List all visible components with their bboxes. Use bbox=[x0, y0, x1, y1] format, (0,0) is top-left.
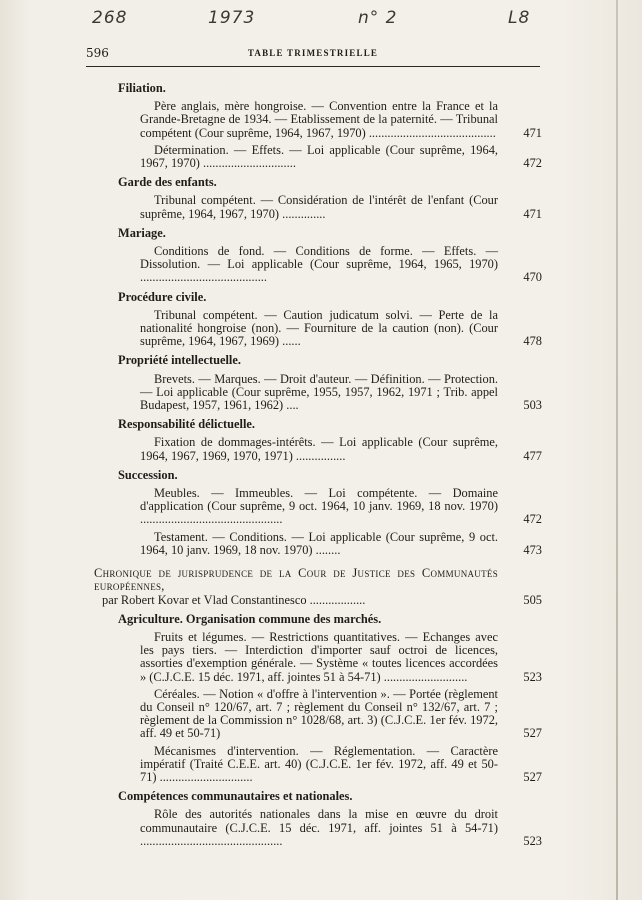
page-header bbox=[86, 44, 540, 67]
index-entry bbox=[140, 531, 542, 557]
entry-page: 478 bbox=[523, 334, 542, 349]
section-title: Agriculture. Organisation commune des marchés. bbox=[118, 611, 382, 626]
index-content bbox=[94, 82, 542, 852]
section-title: Mariage. bbox=[118, 225, 166, 240]
entry-page: 523 bbox=[523, 669, 542, 684]
entry-page: 523 bbox=[523, 833, 542, 848]
handwritten-note-1: 268 bbox=[92, 8, 128, 28]
entry-text: Testament. — Conditions. — Loi applicable (Cour suprême, 9 oct. 1964, 10 janv. 1969, 18 nov. 1970) ........ bbox=[140, 529, 498, 557]
entry-page: 471 bbox=[523, 125, 542, 140]
entry-text: Brevets. — Marques. — Droit d'auteur. — Définition. — Protection. — Loi applicable (Cour suprême, 1955, 1957, 1962, 1971 ; Trib. appel Budapest, 1957, 1961, 1962) .... bbox=[140, 371, 498, 413]
section-title: Propriété intellectuelle. bbox=[118, 353, 241, 368]
index-entry bbox=[140, 688, 542, 741]
entry-text: Conditions de fond. — Conditions de forme. — Effets. — Dissolution. — Loi applicable (Cour suprême, 1964, 1965, 1970) ......................................... bbox=[140, 244, 498, 285]
entry-page: 470 bbox=[523, 270, 542, 285]
index-entry bbox=[140, 631, 542, 684]
chronicle-page: 505 bbox=[523, 592, 542, 607]
entry-page: 472 bbox=[523, 156, 542, 171]
running-title: TABLE TRIMESTRIELLE bbox=[247, 48, 379, 58]
index-entry bbox=[140, 808, 542, 848]
handwritten-note-4: L8 bbox=[508, 8, 531, 28]
index-entry bbox=[140, 144, 542, 170]
chronicle-title: Chronique de jurisprudence de la Cour de Justice des Communautés européennes, bbox=[94, 566, 498, 594]
entry-page: 472 bbox=[523, 512, 542, 527]
entry-text: Mécanismes d'intervention. — Réglementation. — Caractère impératif (Traité C.E.E. art. 40) (C.J.C.E. 1er fév. 1972, aff. 49 et 50-71) .............................. bbox=[140, 743, 498, 784]
index-entry bbox=[140, 194, 542, 220]
section-title: Filiation. bbox=[118, 81, 166, 95]
entry-text: Fixation de dommages-intérêts. — Loi applicable (Cour suprême, 1964, 1967, 1969, 1970, 1971) ................ bbox=[140, 435, 498, 463]
entry-page: 503 bbox=[523, 398, 542, 413]
section-title: Procédure civile. bbox=[118, 289, 207, 304]
handwritten-note-2: 1973 bbox=[208, 8, 256, 28]
entry-page: 473 bbox=[523, 542, 542, 557]
index-entry bbox=[140, 373, 542, 413]
entry-text: Tribunal compétent. — Considération de l'intérêt de l'enfant (Cour suprême, 1964, 1967, 1970) .............. bbox=[140, 193, 498, 221]
handwritten-note-3: n° 2 bbox=[358, 8, 398, 28]
chronicle-entry bbox=[94, 567, 542, 607]
section-title: Garde des enfants. bbox=[118, 175, 217, 190]
entry-text: Céréales. — Notion « d'offre à l'intervention ». — Portée (règlement du Conseil n° 120/67, art. 7 ; règlement du Conseil n° 132/67, art. 7 ; règlement de la Commission n° 1028/68, art. 3) (C.J.C.E. 1er fév. 1972, aff. 49 et 50-71) bbox=[140, 686, 498, 741]
entry-page: 527 bbox=[523, 726, 542, 741]
page-number: 596 bbox=[86, 46, 109, 60]
index-entry bbox=[140, 436, 542, 462]
entry-page: 477 bbox=[523, 448, 542, 463]
index-entry bbox=[140, 745, 542, 785]
index-entry bbox=[140, 245, 542, 285]
entry-page: 527 bbox=[523, 769, 542, 784]
chronicle-authors: par Robert Kovar et Vlad Constantinesco .................. bbox=[102, 592, 366, 607]
entry-text: Meubles. — Immeubles. — Loi compétente. — Domaine d'application (Cour suprême, 9 oct. 1964, 10 janv. 1969, 18 nov. 1970) .............................................. bbox=[140, 486, 498, 527]
index-entry bbox=[140, 309, 542, 349]
section-title: Responsabilité délictuelle. bbox=[118, 417, 255, 432]
section-title: Succession. bbox=[118, 467, 178, 482]
entry-text: Père anglais, mère hongroise. — Convention entre la France et la Grande-Bretagne de 1934. — Etablissement de la paternité. — Tribunal compétent (Cour suprême, 1964, 1967, 1970) ......................................... bbox=[140, 99, 498, 140]
index-entry bbox=[140, 100, 542, 140]
entry-text: Fruits et légumes. — Restrictions quantitatives. — Echanges avec les pays tiers. — Interdiction d'importer sauf octroi de licences, assorties d'exemption générale. — Système « toutes licences accordées » (C.J.C.E. 15 déc. 1971, aff. jointes 51 à 54-71) ........................... bbox=[140, 629, 498, 684]
entry-text: Rôle des autorités nationales dans la mise en œuvre du droit communautaire (C.J.C.E. 15 déc. 1971, aff. jointes 51 à 54-71) .............................................. bbox=[140, 807, 498, 848]
index-entry bbox=[140, 487, 542, 527]
section-title: Compétences communautaires et nationales. bbox=[118, 789, 353, 804]
entry-page: 471 bbox=[523, 206, 542, 221]
entry-text: Tribunal compétent. — Caution judicatum solvi. — Perte de la nationalité hongroise (non). — Fourniture de la caution (non). (Cour suprême, 1964, 1967, 1969) ...... bbox=[140, 307, 498, 349]
binding-shadow bbox=[616, 0, 618, 900]
entry-text: Détermination. — Effets. — Loi applicable (Cour suprême, 1964, 1967, 1970) .............................. bbox=[140, 142, 498, 171]
